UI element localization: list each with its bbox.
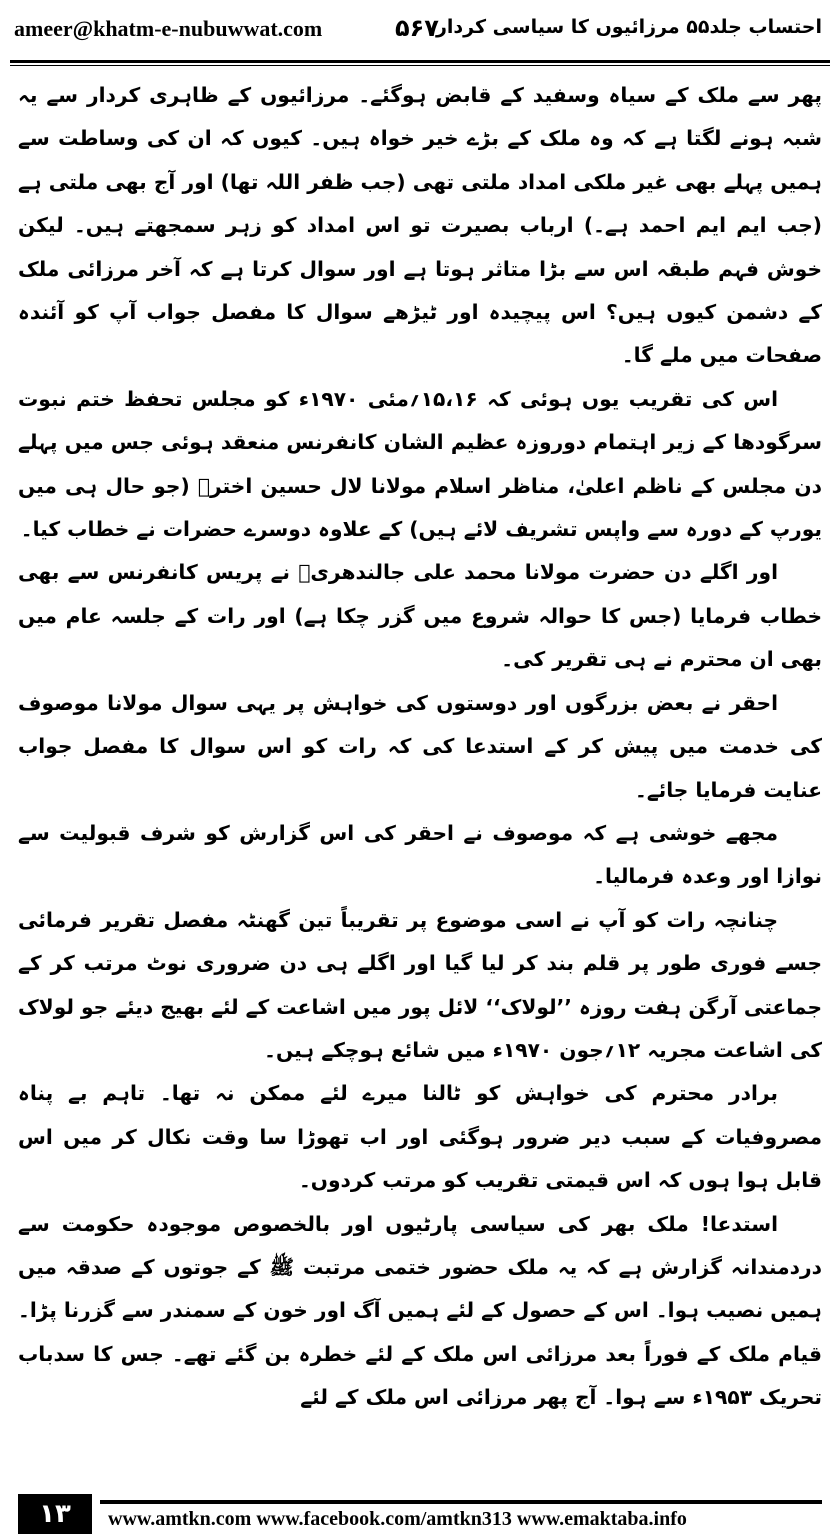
paragraph-4: احقر نے بعض بزرگوں اور دوستوں کی خواہش پر یہی سوال مولانا موصوف کی خدمت میں پیش کر کے استدعا کی کہ رات کو اس سوال کا مفصل جواب عنایت فرمایا جائے۔ xyxy=(18,690,822,802)
paragraph-1: پھر سے ملک کے سیاہ وسفید کے قابض ہوگئے۔ مرزائیوں کے ظاہری کردار سے یہ شبہ ہونے لگتا ہے کہ وہ ملک کے بڑے خیر خواہ ہیں۔ کیوں کہ ان کی وساطت سے ہمیں پہلے بھی غیر ملکی امداد ملتی تھی (جب ظفر اللہ تھا) اور آج بھی ملتی ہے (جب ایم ایم احمد ہے۔) ارباب بصیرت تو اس امداد کو زہر سمجھتے ہیں۔ لیکن خوش فہم طبقہ اس سے بڑا متاثر ہوتا ہے اور سوال کرتا ہے کہ آخر مرزائی ملک کے دشمن کیوں ہیں؟ اس پیچیدہ اور ٹیڑھے سوال کا مفصل جواب آپ کو آئندہ صفحات میں ملے گا۔ xyxy=(18,83,822,368)
paragraph-7: برادر محترم کی خواہش کو ٹالنا میرے لئے ممکن نہ تھا۔ تاہم بے پناہ مصروفیات کے سبب دیر ضرور ہوگئی اور اب تھوڑا سا وقت نکال کر میں اس قابل ہوا ہوں کہ اس قیمتی تقریب کو مرتب کردوں۔ xyxy=(18,1081,822,1193)
paragraph-6: چنانچہ رات کو آپ نے اسی موضوع پر تقریباً تین گھنٹہ مفصل تقریر فرمائی جسے فوری طور پر قلم بند کر لیا گیا اور اگلے ہی دن ضروری نوٹ مرتب کر کے جماعتی آرگن ہفت روزہ ’’لولاک‘‘ لائل پور میں اشاعت کے لئے بھیج دیئے جو لولاک کی اشاعت مجریہ ۱۲؍جون ۱۹۷۰ء میں شائع ہوچکے ہیں۔ xyxy=(18,907,822,1062)
page-header xyxy=(0,0,840,66)
email-address[interactable]: ameer@khatm-e-nubuwwat.com xyxy=(14,16,323,41)
page-number: ۵۶۷ xyxy=(395,14,439,42)
paragraph-8: استدعا! ملک بھر کی سیاسی پارٹیوں اور بالخصوص موجودہ حکومت سے دردمندانہ گزارش ہے کہ یہ ملک حضور ختمی مرتبت ﷺ کے جوتوں کے صدقہ میں ہمیں نصیب ہوا۔ اس کے حصول کے لئے ہمیں آگ اور خون کے سمندر سے گزرنا پڑا۔ قیام ملک کے فوراً بعد مرزائی اس ملک کے لئے خطرہ بن گئے تھے۔ جس کا سدباب تحریک ۱۹۵۳ء سے ہوا۔ آج پھر مرزائی اس ملک کے لئے xyxy=(18,1211,822,1410)
running-title: احتساب جلد۵۵ مرزائیوں کا سیاسی کردار xyxy=(435,16,822,38)
paragraph-5: مجھے خوشی ہے کہ موصوف نے احقر کی اس گزارش کو شرف قبولیت سے نوازا اور وعدہ فرمالیا۔ xyxy=(18,820,822,889)
footer-rule xyxy=(100,1500,822,1504)
footer-links[interactable]: www.amtkn.com www.facebook.com/amtkn313 www.emaktaba.info xyxy=(108,1508,687,1530)
body-text xyxy=(18,74,822,1484)
paragraph-2: اس کی تقریب یوں ہوئی کہ ۱۵،۱۶؍مئی ۱۹۷۰ء کو مجلس تحفظ ختم نبوت سرگودھا کے زیر اہتمام دوروزہ عظیم الشان کانفرنس منعقد ہوئی جس میں پہلے دن مجلس کے ناظم اعلیٰ، مناظر اسلام مولانا لال حسین اخترؒ (جو حال ہی میں یورپ کے دورہ سے واپس تشریف لائے ہیں) کے علاوہ دوسرے حضرات نے خطاب کیا۔ xyxy=(18,386,822,542)
header-rule xyxy=(10,60,830,66)
paragraph-3: اور اگلے دن حضرت مولانا محمد علی جالندھریؒ نے پریس کانفرنس سے بھی خطاب فرمایا (جس کا حوالہ شروع میں گزر چکا ہے) اور رات کے جلسہ عام میں بھی ان محترم نے ہی تقریر کی۔ xyxy=(18,560,822,672)
footer-page-label: ۱۳ xyxy=(18,1494,92,1534)
